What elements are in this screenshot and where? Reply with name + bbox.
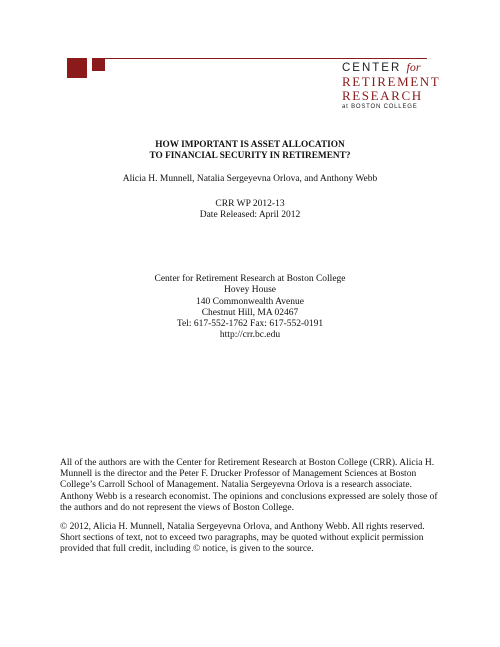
header-rule: [105, 58, 427, 59]
address-org: Center for Retirement Research at Boston College: [154, 274, 346, 284]
logo-research-text: RESEARCH: [342, 88, 423, 103]
title-line-2: TO FINANCIAL SECURITY IN RETIREMENT?: [149, 150, 351, 161]
address-block: [0, 274, 500, 342]
title-line-1: HOW IMPORTANT IS ASSET ALLOCATION: [155, 140, 345, 150]
logo-square-small: [92, 58, 105, 71]
address-website-link[interactable]: http://crr.bc.edu: [219, 330, 281, 341]
crr-logo: [342, 60, 441, 112]
logo-college-text: at BOSTON COLLEGE: [342, 104, 418, 110]
address-building: Hovey House: [224, 285, 276, 296]
logo-for-text: for: [406, 60, 421, 74]
logo-center-text: CENTER: [342, 62, 402, 74]
address-phone: Tel: 617-552-1762 Fax: 617-552-0191: [176, 319, 324, 330]
working-paper-info: [0, 199, 500, 221]
logo-center-line: [342, 61, 432, 75]
address-city: Chestnut Hill, MA 02467: [201, 307, 299, 318]
logo-retirement-text: RETIREMENT: [342, 74, 441, 89]
author-list: Alicia H. Munnell, Natalia Sergeyevna Orlova, and Anthony Webb: [122, 174, 378, 184]
paper-title: [0, 140, 500, 161]
working-paper-number: CRR WP 2012-13: [215, 199, 285, 209]
release-date: Date Released: April 2012: [199, 210, 301, 220]
author-affiliation-note: All of the authors are with the Center for Retirement Research at Boston College (CRR). Alicia H. Munnell is the director and the Peter F. Drucker Professor of Management Sciences at Boston College’s Carroll School of Management. Natalia Sergeyevna Orlova is a research associate. Anthony Webb is a research economist. The opinions and conclusions expressed are solely those of the authors and do not represent the views of Boston College.: [60, 458, 438, 513]
logo-square-large: [67, 58, 87, 78]
address-street: 140 Commonwealth Avenue: [195, 296, 304, 307]
copyright-notice: © 2012, Alicia H. Munnell, Natalia Sergeyevna Orlova, and Anthony Webb. All rights reserved. Short sections of text, not to exceed two paragraphs, may be quoted without explicit permission provided that full credit, including © notice, is given to the source.: [60, 522, 425, 555]
